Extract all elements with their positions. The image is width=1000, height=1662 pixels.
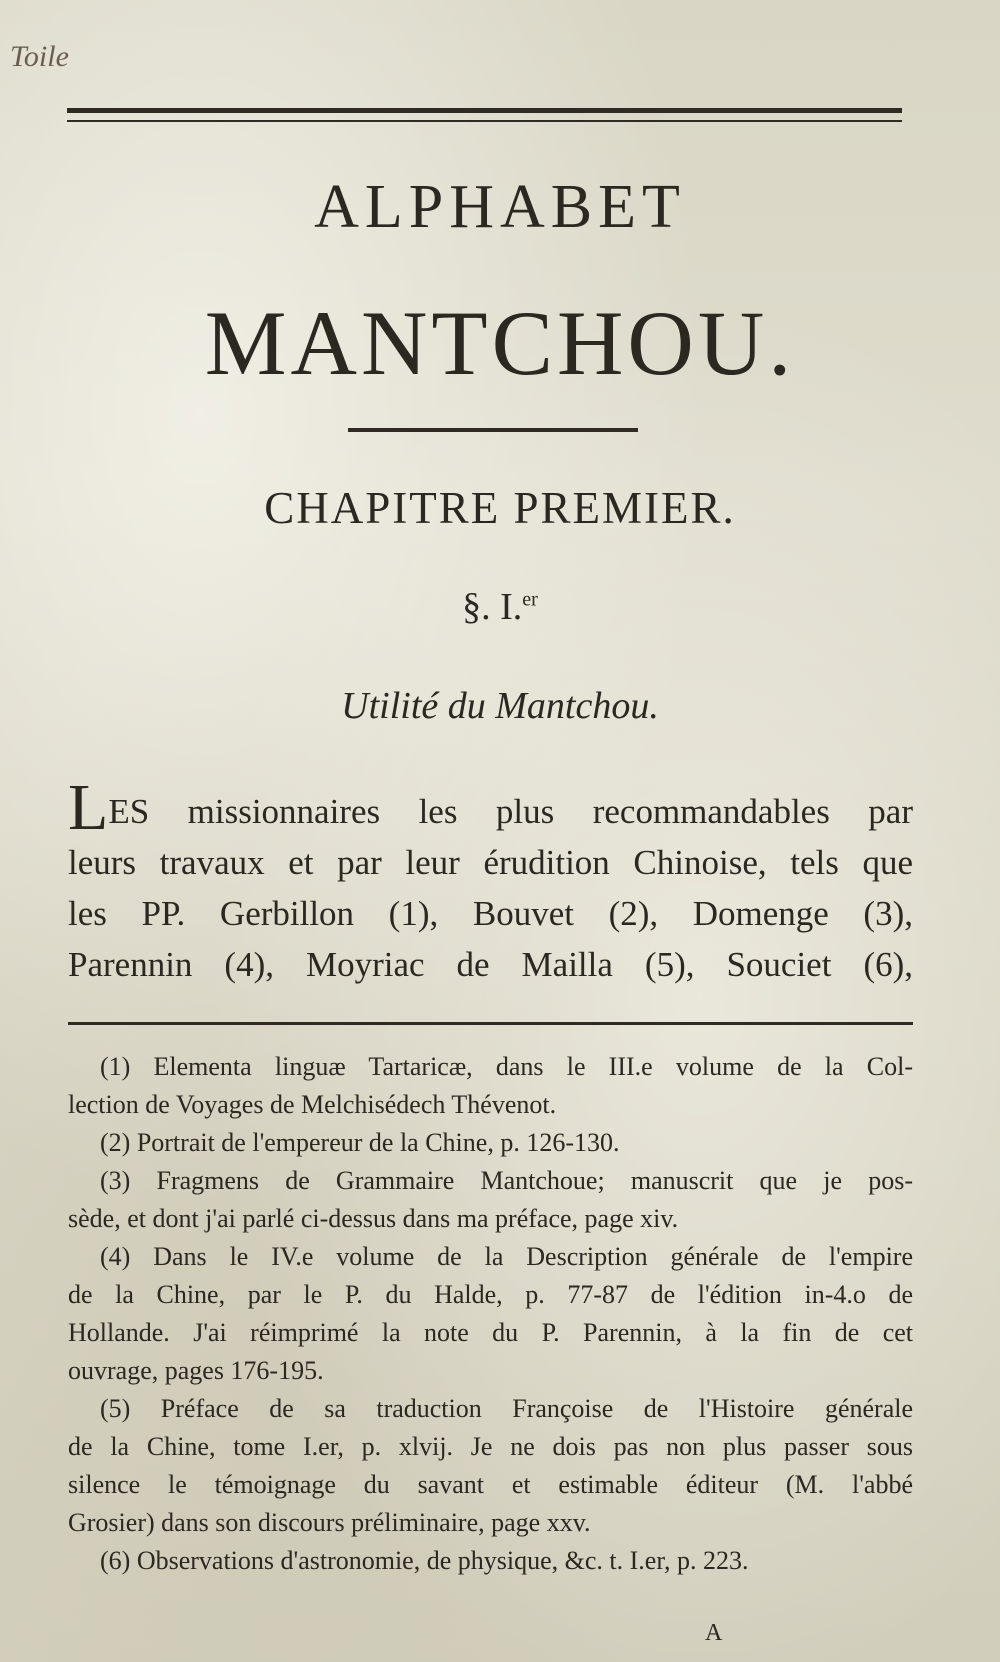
section-mark: §. I. <box>462 586 523 628</box>
footnote-line: ouvrage, pages 176-195. <box>68 1356 324 1385</box>
footnote-4 <box>68 1238 913 1390</box>
printer-signature-mark: A <box>705 1620 725 1646</box>
footnote-line: silence le témoignage du savant et estimable éditeur (M. l'abbé <box>68 1470 913 1499</box>
section-heading <box>0 585 1000 629</box>
footnote-line: lection de Voyages de Melchisédech Thévenot. <box>68 1090 557 1119</box>
header-double-rule <box>67 108 902 124</box>
footnote-line: Hollande. J'ai réimprimé la note du P. Parennin, à la fin de cet <box>68 1318 913 1347</box>
footnote-6 <box>68 1542 913 1580</box>
footnote-line: (1) Elementa linguæ Tartaricæ, dans le III.e volume de la Col- <box>100 1052 913 1081</box>
header-rule-thin <box>67 120 902 122</box>
footnote-line: Grosier) dans son discours préliminaire, page xxv. <box>68 1508 591 1537</box>
footnote-line: (4) Dans le IV.e volume de la Description générale de l'empire <box>100 1242 913 1271</box>
footnote-line: (2) Portrait de l'empereur de la Chine, p. 126-130. <box>100 1128 620 1157</box>
chapter-heading: CHAPITRE PREMIER. <box>264 483 736 533</box>
body-paragraph <box>68 771 913 990</box>
footnote-line: (5) Préface de sa traduction Françoise de l'Histoire générale <box>100 1394 913 1423</box>
footnote-line: de la Chine, tome I.er, p. xlvij. Je ne dois pas non plus passer sous <box>68 1432 913 1461</box>
footnote-3 <box>68 1162 913 1238</box>
handwritten-margin-note: Toile <box>10 40 69 73</box>
drop-cap: L <box>68 771 109 844</box>
footnote-5 <box>68 1390 913 1542</box>
section-superscript: er <box>522 588 538 611</box>
title-line-2: MANTCHOU. <box>204 292 796 394</box>
section-subtitle: Utilité du Mantchou. <box>341 685 659 727</box>
header-rule-thick <box>67 108 902 113</box>
title-separator-rule <box>348 428 638 432</box>
footnote-2 <box>68 1124 913 1162</box>
body-line: Parennin (4), Moyriac de Mailla (5), Souciet (6), <box>68 945 913 984</box>
title-line-1: ALPHABET <box>314 173 686 241</box>
footnote-line: (3) Fragmens de Grammaire Mantchoue; manuscrit que je pos- <box>100 1166 913 1195</box>
body-line <box>68 771 913 844</box>
footnote-line: (6) Observations d'astronomie, de physique, &c. t. I.er, p. 223. <box>100 1546 749 1575</box>
body-line-1-text: ES missionnaires les plus recommandables par <box>108 792 913 831</box>
footnotes <box>68 1048 913 1580</box>
body-line: leurs travaux et par leur érudition Chinoise, tels que <box>68 843 913 882</box>
body-line: les PP. Gerbillon (1), Bouvet (2), Domenge (3), <box>68 894 913 933</box>
footnote-line: de la Chine, par le P. du Halde, p. 77-87 de l'édition in-4.o de <box>68 1280 913 1309</box>
footnote-separator-rule <box>68 1022 913 1025</box>
footnote-1 <box>68 1048 913 1124</box>
footnote-line: sède, et dont j'ai parlé ci-dessus dans ma préface, page xiv. <box>68 1204 679 1233</box>
